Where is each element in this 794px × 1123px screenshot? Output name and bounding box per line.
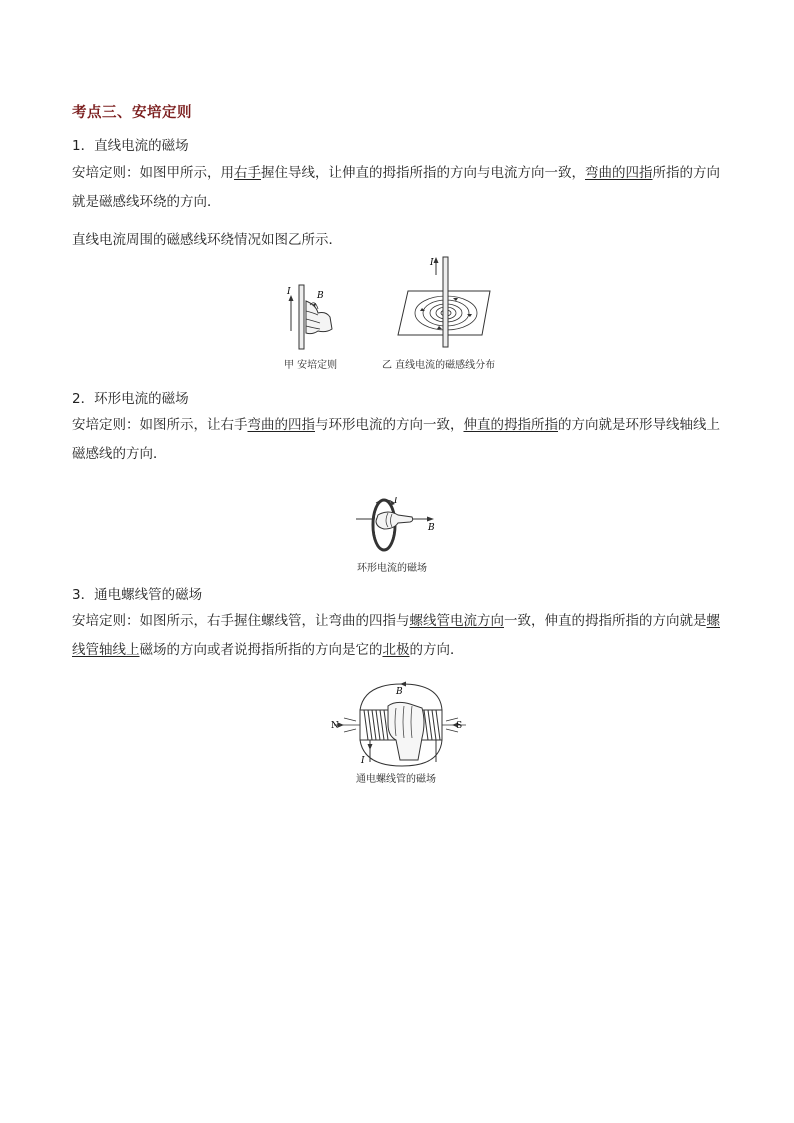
underlined-term: 右手 — [234, 165, 261, 181]
figure-caption: 环形电流的磁场 — [357, 563, 427, 574]
paragraph-3 — [72, 411, 732, 469]
field-label: B — [428, 523, 435, 533]
underlined-term: 伸直的拇指所指 — [463, 417, 558, 433]
text-run: 安培定则：如图所示，右手握住螺线管，让弯曲的四指与 — [72, 613, 410, 629]
text-run: 磁场的方向或者说拇指所指的方向是它的 — [139, 642, 383, 658]
north-pole-label: N — [331, 721, 339, 731]
text-run: 握住导线，让伸直的拇指所指的方向与电流方向一致， — [261, 165, 585, 181]
underlined-term: 北极 — [382, 642, 410, 658]
subsection-title-2: 2．环形电流的磁场 — [72, 391, 189, 407]
text-run: 安培定则：如图所示，让右手 — [72, 417, 248, 433]
text-run: 所指的方向就是磁感线环绕的方向． — [72, 165, 720, 210]
underlined-term: 弯曲的四指 — [247, 417, 315, 433]
subsection-title-3: 3．通电螺线管的磁场 — [72, 587, 203, 603]
field-label: B — [317, 291, 324, 301]
underlined-term: 弯曲的四指 — [585, 165, 653, 181]
text-run: 与环形电流的方向一致， — [315, 417, 464, 433]
field-label: B — [396, 687, 403, 697]
current-label: I — [361, 756, 365, 766]
straight-current-field-figure — [394, 253, 496, 353]
section-heading: 考点三、安培定则 — [72, 105, 192, 121]
current-label: I — [394, 497, 398, 506]
underlined-term: 螺线管轴线上 — [72, 613, 720, 658]
paragraph-1 — [72, 159, 732, 217]
figure-caption: 通电螺线管的磁场 — [356, 774, 436, 785]
underlined-term: 螺线管电流方向 — [409, 613, 504, 629]
ampere-rule-hand-figure — [282, 281, 342, 353]
figure-caption-left: 甲 安培定则 — [284, 360, 338, 371]
text-run: 的方向． — [409, 642, 464, 658]
south-pole-label: S — [456, 721, 463, 731]
paragraph-4 — [72, 607, 732, 665]
ring-current-field-figure — [354, 497, 444, 555]
current-label: I — [287, 287, 291, 297]
figure-caption-right: 乙 直线电流的磁感线分布 — [382, 360, 496, 371]
subsection-title-1: 1．直线电流的磁场 — [72, 138, 189, 154]
paragraph-2: 直线电流周围的磁感线环绕情况如图乙所示． — [72, 232, 342, 248]
current-label: I — [430, 258, 434, 268]
text-run: 的方向就是环形导线轴线上磁感线的方向． — [72, 417, 720, 462]
text-run: 一致，伸直的拇指所指的方向就是 — [504, 613, 707, 629]
solenoid-field-figure — [330, 680, 470, 768]
text-run: 安培定则：如图甲所示，用 — [72, 165, 234, 181]
